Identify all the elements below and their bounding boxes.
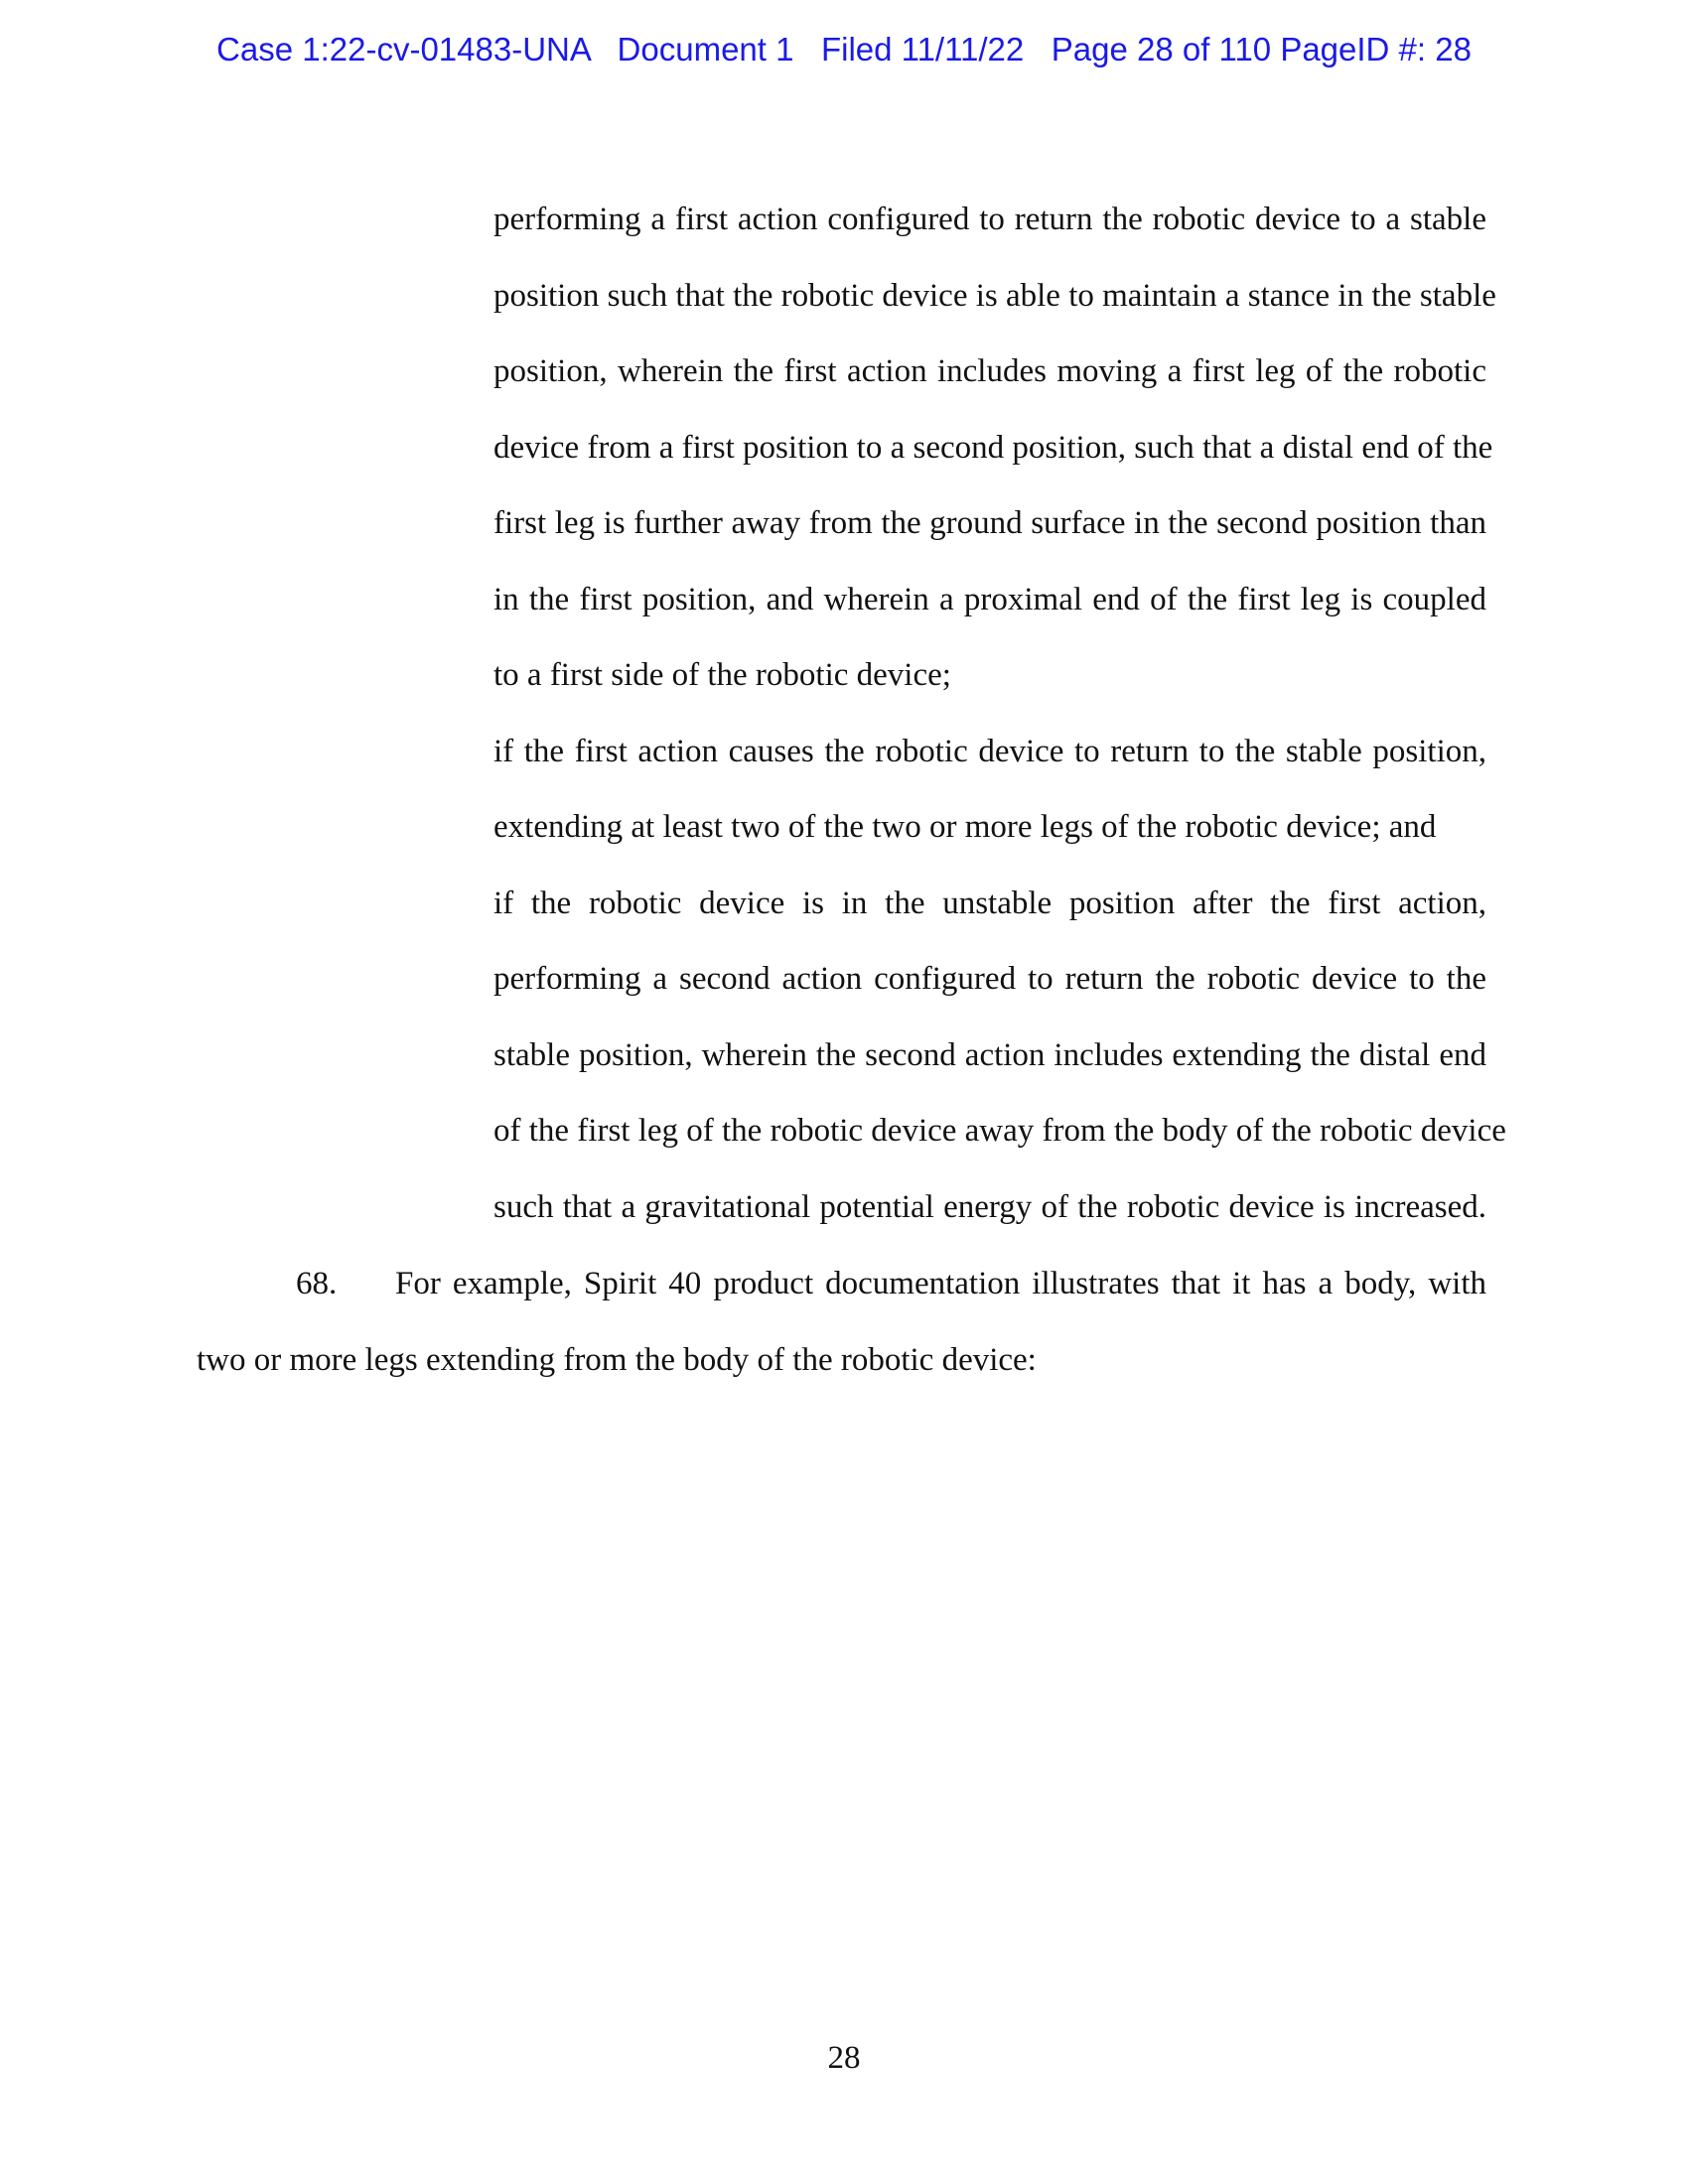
claim-line: first leg is further away from the ground surface in the second position than	[493, 505, 1486, 541]
claim-line: performing a second action configured to return the robotic device to the	[493, 961, 1486, 997]
paragraph-line-text: For example, Spirit 40 product documentation illustrates that it has a body, with	[395, 1266, 1486, 1301]
paragraph-first-line	[197, 1246, 1486, 1322]
paragraph-68	[197, 1246, 1486, 1398]
claim-text-block	[493, 182, 1506, 1245]
claim-line: extending at least two of the two or more legs of the robotic device; and	[493, 809, 1437, 845]
claim-line: to a first side of the robotic device;	[493, 657, 951, 693]
claim-line: performing a first action configured to return the robotic device to a stable	[493, 202, 1486, 237]
claim-line: stable position, wherein the second action includes extending the distal end	[493, 1036, 1486, 1073]
claim-line: if the first action causes the robotic device to return to the stable position,	[493, 733, 1486, 769]
paragraph-second-line: two or more legs extending from the body of the robotic device:	[197, 1341, 1037, 1378]
claim-line: position, wherein the first action includes moving a first leg of the robotic	[493, 353, 1486, 389]
page-number: 28	[827, 2040, 861, 2076]
case-header: Case 1:22-cv-01483-UNA Document 1 Filed 11/11/22 Page 28 of 110 PageID #: 28	[216, 31, 1472, 68]
claim-line: in the first position, and wherein a proximal end of the first leg is coupled	[493, 581, 1486, 617]
claim-line: position such that the robotic device is able to maintain a stance in the stable	[493, 277, 1496, 314]
paragraph-number: 68.	[296, 1266, 338, 1301]
claim-line: such that a gravitational potential energy of the robotic device is increased.	[493, 1188, 1486, 1225]
claim-line: if the robotic device is in the unstable position after the first action,	[493, 885, 1486, 921]
claim-line: device from a first position to a second position, such that a distal end of the	[493, 429, 1493, 466]
claim-line: of the first leg of the robotic device away from the body of the robotic device	[493, 1113, 1506, 1149]
